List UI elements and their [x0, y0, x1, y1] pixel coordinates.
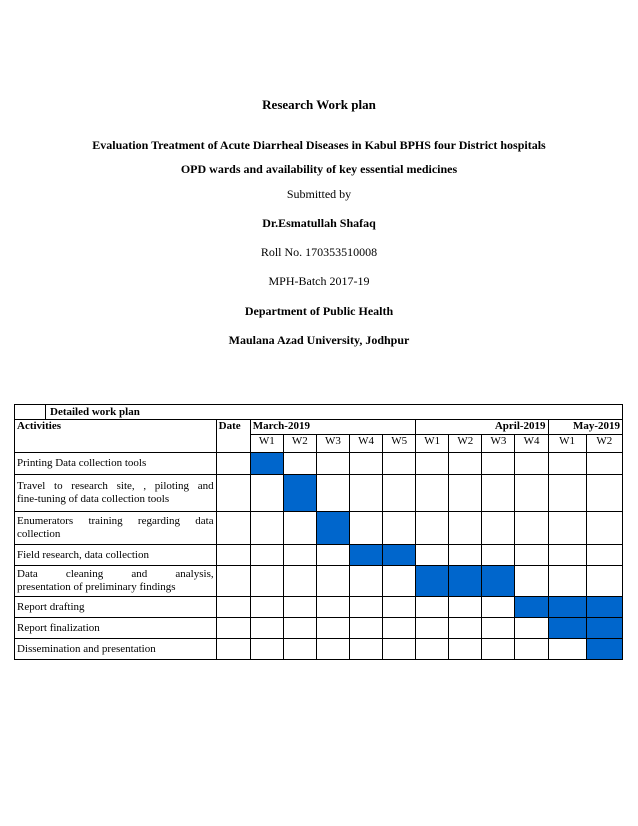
- work-plan-table: [14, 404, 623, 660]
- roll-number: Roll No. 170353510008: [260, 245, 378, 259]
- activities-header: Activities: [15, 420, 217, 453]
- gantt-cell-filled: [250, 453, 283, 475]
- gantt-cell: [515, 566, 548, 597]
- activity-name-line1: Report drafting: [17, 600, 85, 613]
- week-header: W2: [586, 435, 622, 453]
- activity-name: [15, 639, 217, 660]
- week-header: W4: [350, 435, 383, 453]
- activity-date: [216, 597, 250, 618]
- activity-name-line1: Data cleaning and analysis,: [17, 568, 214, 580]
- gantt-cell: [586, 512, 622, 545]
- gantt-cell: [482, 618, 515, 639]
- gantt-cell: [283, 618, 316, 639]
- gantt-cell: [515, 545, 548, 566]
- gantt-cell: [515, 453, 548, 475]
- gantt-cell: [515, 618, 548, 639]
- gantt-cell-filled: [416, 566, 449, 597]
- gantt-cell: [250, 618, 283, 639]
- gantt-cell: [482, 639, 515, 660]
- gantt-cell: [350, 512, 383, 545]
- gantt-cell: [449, 639, 482, 660]
- gantt-cell: [515, 512, 548, 545]
- activity-name-line1: Field research, data collection: [17, 548, 149, 561]
- gantt-cell: [283, 545, 316, 566]
- activity-date: [216, 566, 250, 597]
- gantt-cell-filled: [586, 618, 622, 639]
- activity-name: [15, 545, 217, 566]
- gantt-cell: [383, 475, 416, 512]
- gantt-cell-filled: [515, 597, 548, 618]
- week-header: W5: [383, 435, 416, 453]
- gantt-cell: [416, 597, 449, 618]
- activity-name: [15, 453, 217, 475]
- activity-date: [216, 545, 250, 566]
- gantt-cell: [250, 512, 283, 545]
- gantt-cell: [283, 639, 316, 660]
- activity-date: [216, 512, 250, 545]
- gantt-cell: [250, 545, 283, 566]
- gantt-cell: [383, 512, 416, 545]
- gantt-cell-filled: [449, 566, 482, 597]
- author-name: Dr.Esmatullah Shafaq: [262, 216, 376, 230]
- gantt-cell-filled: [548, 618, 586, 639]
- activity-name-line1: Enumerators training regarding data: [17, 515, 214, 527]
- gantt-cell-filled: [383, 545, 416, 566]
- gantt-cell: [283, 453, 316, 475]
- activity-date: [216, 639, 250, 660]
- gantt-cell: [316, 566, 349, 597]
- gantt-cell: [283, 566, 316, 597]
- gantt-cell: [548, 475, 586, 512]
- activity-row: [15, 618, 623, 639]
- gantt-cell: [482, 475, 515, 512]
- gantt-cell: [350, 453, 383, 475]
- activity-row: [15, 639, 623, 660]
- gantt-cell: [316, 597, 349, 618]
- gantt-cell: [416, 639, 449, 660]
- gantt-cell: [586, 475, 622, 512]
- month-header-april: April-2019: [416, 420, 548, 435]
- gantt-cell: [515, 475, 548, 512]
- gantt-cell: [250, 475, 283, 512]
- gantt-cell: [350, 639, 383, 660]
- gantt-cell: [250, 566, 283, 597]
- week-header: W4: [515, 435, 548, 453]
- gantt-cell: [350, 597, 383, 618]
- gantt-cell: [316, 475, 349, 512]
- gantt-cell: [383, 453, 416, 475]
- submitted-by: Submitted by: [286, 187, 352, 201]
- gantt-cell-filled: [586, 639, 622, 660]
- gantt-cell: [548, 566, 586, 597]
- activity-row: [15, 475, 623, 512]
- gantt-cell: [515, 639, 548, 660]
- gantt-cell: [548, 639, 586, 660]
- gantt-cell: [548, 545, 586, 566]
- activity-date: [216, 475, 250, 512]
- gantt-cell: [316, 545, 349, 566]
- activity-row: [15, 512, 623, 545]
- gantt-cell: [250, 639, 283, 660]
- gantt-cell-filled: [482, 566, 515, 597]
- month-header-march: March-2019: [250, 420, 415, 435]
- activity-name: [15, 475, 217, 512]
- gantt-cell: [482, 512, 515, 545]
- plan-title: Detailed work plan: [50, 406, 140, 418]
- gantt-cell: [416, 618, 449, 639]
- week-header: W2: [283, 435, 316, 453]
- gantt-cell: [283, 597, 316, 618]
- activity-row: [15, 453, 623, 475]
- gantt-cell: [416, 545, 449, 566]
- page-title: Research Work plan: [262, 97, 376, 112]
- gantt-cell: [350, 566, 383, 597]
- activity-name-line1: Report finalization: [17, 621, 100, 634]
- activity-date: [216, 618, 250, 639]
- week-header: W3: [482, 435, 515, 453]
- date-header: Date: [216, 420, 250, 453]
- gantt-cell: [383, 639, 416, 660]
- gantt-cell: [586, 566, 622, 597]
- gantt-cell: [449, 475, 482, 512]
- gantt-cell: [586, 545, 622, 566]
- gantt-cell: [449, 597, 482, 618]
- gantt-cell: [482, 545, 515, 566]
- gantt-cell: [482, 597, 515, 618]
- batch: MPH-Batch 2017-19: [268, 274, 370, 288]
- week-header: W1: [548, 435, 586, 453]
- activity-name: [15, 618, 217, 639]
- activity-row: [15, 545, 623, 566]
- activity-name: [15, 597, 217, 618]
- activity-name-line1: Travel to research site, , piloting and: [17, 480, 214, 492]
- activity-name: [15, 512, 217, 545]
- department: Department of Public Health: [244, 304, 394, 318]
- gantt-cell: [548, 453, 586, 475]
- plan-title-row: [15, 405, 623, 420]
- gantt-cell: [350, 475, 383, 512]
- university: Maulana Azad University, Jodhpur: [228, 333, 410, 347]
- gantt-cell: [416, 475, 449, 512]
- activity-row: [15, 566, 623, 597]
- month-header-may: May-2019: [548, 420, 622, 435]
- activity-date: [216, 453, 250, 475]
- gantt-cell: [482, 453, 515, 475]
- gantt-cell: [449, 545, 482, 566]
- gantt-cell: [383, 566, 416, 597]
- gantt-cell-filled: [316, 512, 349, 545]
- activity-name-line1: Dissemination and presentation: [17, 642, 156, 655]
- gantt-cell: [586, 453, 622, 475]
- subtitle-line-2: OPD wards and availability of key essential medicines: [180, 162, 458, 176]
- gantt-cell: [383, 618, 416, 639]
- gantt-cell: [283, 512, 316, 545]
- week-header: W3: [316, 435, 349, 453]
- gantt-cell: [416, 453, 449, 475]
- activity-name-line2: presentation of preliminary findings: [17, 581, 176, 593]
- subtitle-line-1: Evaluation Treatment of Acute Diarrheal Diseases in Kabul BPHS four District hospitals: [92, 138, 546, 152]
- gantt-cell: [449, 453, 482, 475]
- week-header: W2: [449, 435, 482, 453]
- gantt-cell: [350, 618, 383, 639]
- activity-name-line2: fine-tuning of data collection tools: [17, 493, 170, 505]
- week-header: W1: [250, 435, 283, 453]
- week-header: W1: [416, 435, 449, 453]
- activity-row: [15, 597, 623, 618]
- gantt-cell: [416, 512, 449, 545]
- gantt-cell: [316, 453, 349, 475]
- gantt-cell: [316, 639, 349, 660]
- gantt-cell: [548, 512, 586, 545]
- activity-name-line1: Printing Data collection tools: [17, 457, 147, 469]
- gantt-cell-filled: [283, 475, 316, 512]
- gantt-cell-filled: [586, 597, 622, 618]
- gantt-cell: [449, 618, 482, 639]
- activity-name: [15, 566, 217, 597]
- gantt-cell-filled: [350, 545, 383, 566]
- gantt-cell: [250, 597, 283, 618]
- gantt-cell: [316, 618, 349, 639]
- gantt-cell: [383, 597, 416, 618]
- activity-name-line2: collection: [17, 528, 61, 540]
- gantt-cell: [449, 512, 482, 545]
- gantt-cell-filled: [548, 597, 586, 618]
